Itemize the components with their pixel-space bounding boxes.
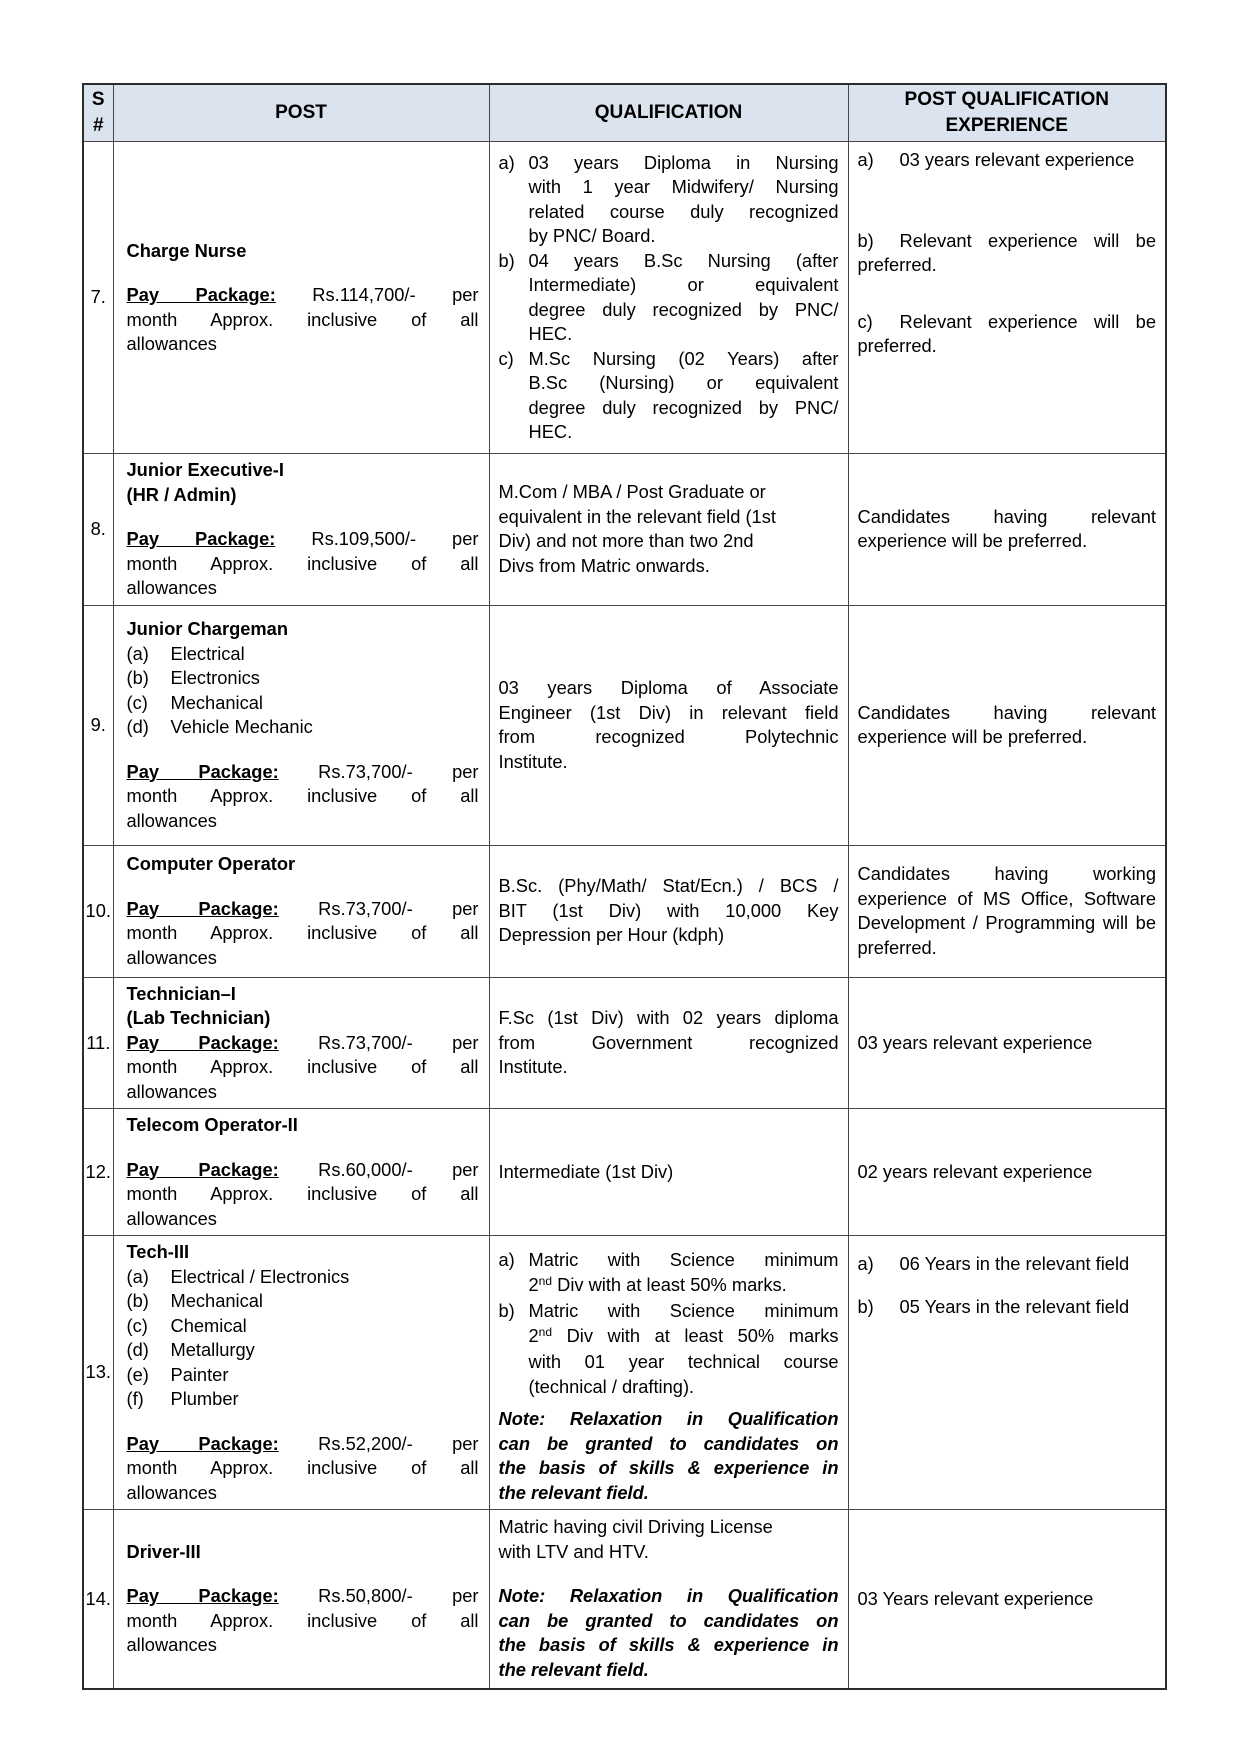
post-title: Junior Chargeman: [126, 618, 289, 639]
pay-line: [127, 760, 479, 785]
qualification-item: c) M.Sc Nursing (02 Years) after B.Sc (Nursing) or equivalent degree duly recognized by PNC/ HEC.: [499, 347, 839, 445]
list-marker: (a): [126, 642, 149, 664]
pay-line: month Approx. inclusive of all: [126, 308, 479, 330]
pay-line: allowances: [126, 809, 217, 831]
qualification-cell: [489, 1236, 848, 1510]
list-marker: (c): [126, 691, 148, 713]
pay-line: [127, 527, 479, 552]
table-row: [83, 977, 1166, 1109]
pay-line: month Approx. inclusive of all: [126, 1183, 479, 1204]
pay-line: [127, 1432, 479, 1457]
post-cell: [113, 454, 489, 606]
pay-line: allowances: [126, 1080, 217, 1102]
table-row: [83, 1510, 1166, 1689]
post-cell: [113, 977, 489, 1109]
post-subitem: (c) Chemical: [127, 1314, 479, 1339]
post-subitem: (c) Mechanical: [127, 691, 479, 716]
experience-cell: [848, 142, 1166, 454]
qualification-text: Intermediate (1st Div): [498, 1160, 674, 1182]
pay-package: [127, 1432, 479, 1506]
list-marker: (f): [126, 1388, 144, 1409]
pay-line: [127, 1031, 479, 1056]
post-title: Tech-III: [126, 1241, 190, 1262]
qualification-cell: [489, 1109, 848, 1236]
table-row: [83, 1236, 1166, 1510]
experience-cell: [848, 454, 1166, 606]
post-subitem: (d) Vehicle Mechanic: [127, 715, 479, 740]
header-serial: S #: [83, 84, 113, 142]
experience-text: 02 years relevant experience: [857, 1160, 1093, 1182]
list-marker: (b): [126, 667, 149, 688]
pay-line: [127, 283, 479, 308]
pay-package-label: Pay Package:: [126, 528, 276, 549]
experience-item: b) 05 Years in the relevant field: [858, 1295, 1157, 1320]
pay-line: allowances: [126, 577, 217, 598]
post-title: (Lab Technician): [126, 1007, 271, 1028]
list-marker: b): [857, 229, 874, 251]
pay-package: [127, 283, 479, 357]
qualification-item: a) Matric with Science minimum 2nd Div with at least 50% marks.: [499, 1248, 839, 1299]
list-marker: a): [857, 149, 874, 170]
post-subitem: (a) Electrical: [127, 642, 479, 667]
pay-package: [127, 527, 479, 601]
pay-line: [127, 1158, 479, 1183]
table-row: [83, 845, 1166, 977]
list-marker: (e): [126, 1363, 149, 1385]
qualification-item: b) 04 years B.Sc Nursing (after Intermediate) or equivalent degree duly recognized by PNC/ HEC.: [499, 249, 839, 347]
pay-package-label: Pay Package:: [126, 1585, 279, 1607]
table-row: [83, 142, 1166, 454]
qualification-item: a) 03 years Diploma in Nursing with 1 year Midwifery/ Nursing related course duly recognized by PNC/ Board.: [499, 151, 839, 249]
post-cell: [113, 142, 489, 454]
list-marker: a): [857, 1253, 874, 1274]
qualification-cell: [489, 605, 848, 845]
pay-package-label: Pay Package:: [126, 1158, 279, 1180]
pay-package-label: Pay Package:: [126, 1031, 279, 1053]
pay-package: [127, 1584, 479, 1658]
header-row: [83, 84, 1166, 142]
serial-number: 12.: [83, 1109, 113, 1236]
post-cell: [113, 1510, 489, 1689]
post-title: Technician–I: [126, 982, 236, 1004]
header-qualification: QUALIFICATION: [489, 84, 848, 142]
header-experience: POST QUALIFICATION EXPERIENCE: [848, 84, 1166, 142]
list-marker: (d): [126, 716, 149, 737]
pay-amount: Rs.73,700/- per: [318, 760, 479, 782]
experience-text: 03 years relevant experience: [857, 1031, 1093, 1053]
list-marker: (c): [126, 1314, 148, 1336]
qualification-cell: [489, 845, 848, 977]
post-subitem: (d) Metallurgy: [127, 1338, 479, 1363]
pay-line: allowances: [126, 1481, 217, 1503]
qualification-cell: [489, 1510, 848, 1689]
post-title: Computer Operator: [126, 853, 296, 874]
experience-text: 03 Years relevant experience: [857, 1587, 1094, 1609]
post-subitem: (b) Electronics: [127, 666, 479, 691]
pay-line: [127, 1584, 479, 1609]
experience-cell: [848, 605, 1166, 845]
superscript: nd: [538, 1324, 553, 1339]
experience-cell: [848, 1510, 1166, 1689]
experience-item: b) Relevant experience will be preferred.: [857, 229, 1156, 275]
note-text: Note: Relaxation in Qualification can be granted to candidates on the basis of skills & experience in the relevant field.: [498, 1408, 839, 1503]
list-marker: b): [857, 1295, 874, 1317]
pay-amount: Rs.73,700/- per: [318, 1031, 479, 1053]
pay-amount: Rs.60,000/- per: [318, 1158, 479, 1180]
experience-cell: [848, 1236, 1166, 1510]
pay-amount: Rs.114,700/- per: [312, 284, 479, 305]
list-marker: b): [498, 1300, 515, 1321]
experience-text: Candidates having relevant experience will be preferred.: [857, 701, 1156, 747]
post-subitem: (f) Plumber: [127, 1387, 479, 1412]
pay-line: allowances: [126, 1207, 217, 1229]
table-row: [83, 454, 1166, 606]
post-title: Driver-III: [126, 1540, 201, 1562]
pay-package-label: Pay Package:: [126, 284, 276, 305]
pay-package-label: Pay Package:: [126, 760, 279, 782]
experience-text: Candidates having relevant experience will be preferred.: [857, 505, 1156, 552]
experience-cell: [848, 977, 1166, 1109]
pay-amount: Rs.52,200/- per: [318, 1432, 479, 1454]
qualification-item: b) Matric with Science minimum 2nd Div with at least 50% marks with 01 year technical course (technical / drafting).: [499, 1299, 839, 1399]
list-marker: (b): [126, 1290, 149, 1311]
serial-number: 8.: [83, 454, 113, 606]
pay-package: [127, 760, 479, 834]
serial-number: 7.: [83, 142, 113, 454]
qualification-cell: [489, 977, 848, 1109]
serial-number: 13.: [83, 1236, 113, 1510]
pay-line: month Approx. inclusive of all: [126, 1609, 479, 1631]
experience-item: a) 03 years relevant experience: [858, 148, 1157, 173]
pay-line: month Approx. inclusive of all: [126, 922, 479, 943]
post-cell: [113, 1109, 489, 1236]
experience-cell: [848, 1109, 1166, 1236]
post-title: Junior Executive-I: [126, 459, 284, 480]
pay-line: [127, 897, 479, 922]
pay-line: month Approx. inclusive of all: [126, 1457, 479, 1478]
list-marker: (a): [126, 1265, 149, 1287]
pay-amount: Rs.50,800/- per: [318, 1585, 479, 1607]
list-marker: c): [857, 310, 873, 332]
serial-number: 10.: [83, 845, 113, 977]
post-subitem: (a) Electrical / Electronics: [127, 1265, 479, 1290]
serial-number: 11.: [83, 977, 113, 1109]
qualification-cell: [489, 142, 848, 454]
list-marker: c): [498, 347, 514, 369]
pay-package-label: Pay Package:: [126, 897, 279, 919]
list-marker: b): [498, 249, 515, 271]
list-marker: (d): [126, 1339, 149, 1360]
qualification-text: M.Com / MBA / Post Graduate or equivalent in the relevant field (1st Div) and not more than two 2nd Divs from Matric onwards.: [498, 481, 776, 576]
pay-package: [127, 1031, 479, 1105]
pay-amount: Rs.109,500/- per: [311, 528, 479, 549]
job-posts-table: [82, 83, 1167, 1690]
experience-item: c) Relevant experience will be preferred.: [857, 310, 1156, 356]
post-title: Charge Nurse: [126, 239, 247, 261]
serial-number: 9.: [83, 605, 113, 845]
qualification-cell: [489, 454, 848, 606]
post-cell: [113, 605, 489, 845]
list-marker: a): [498, 151, 515, 173]
serial-number: 14.: [83, 1510, 113, 1689]
pay-package: [127, 897, 479, 971]
post-title: (HR / Admin): [126, 483, 237, 505]
post-cell: [113, 1236, 489, 1510]
post-subitem: (e) Painter: [127, 1363, 479, 1388]
qualification-text: F.Sc (1st Div) with 02 years diploma from Government recognized Institute.: [498, 1007, 839, 1077]
table-row: [83, 1109, 1166, 1236]
table-row: [83, 605, 1166, 845]
qualification-text: B.Sc. (Phy/Math/ Stat/Ecn.) / BCS / BIT (1st Div) with 10,000 Key Depression per Hour (kdph): [498, 875, 839, 946]
experience-cell: [848, 845, 1166, 977]
pay-line: month Approx. inclusive of all: [126, 552, 479, 574]
qualification-text: 03 years Diploma of Associate Engineer (1st Div) in relevant field from recognized Polytechnic Institute.: [498, 677, 839, 772]
pay-line: month Approx. inclusive of all: [126, 1056, 479, 1077]
pay-amount: Rs.73,700/- per: [318, 897, 479, 919]
qualification-text: Matric having civil Driving License with LTV and HTV.: [498, 1516, 773, 1562]
pay-line: allowances: [126, 1634, 217, 1656]
experience-text: Candidates having working experience of MS Office, Software Development / Programming will be preferred.: [857, 863, 1156, 958]
post-subitem: (b) Mechanical: [127, 1289, 479, 1314]
pay-line: allowances: [126, 946, 217, 968]
experience-item: a) 06 Years in the relevant field: [858, 1252, 1157, 1277]
pay-package: [127, 1158, 479, 1232]
note-text: Note: Relaxation in Qualification can be granted to candidates on the basis of skills & experience in the relevant field.: [498, 1585, 839, 1680]
post-cell: [113, 845, 489, 977]
header-post: POST: [113, 84, 489, 142]
list-marker: a): [498, 1249, 515, 1270]
superscript: nd: [538, 1273, 553, 1288]
pay-line: month Approx. inclusive of all: [126, 785, 479, 806]
pay-line: allowances: [126, 333, 217, 354]
pay-package-label: Pay Package:: [126, 1432, 279, 1454]
post-title: Telecom Operator-II: [126, 1114, 298, 1135]
